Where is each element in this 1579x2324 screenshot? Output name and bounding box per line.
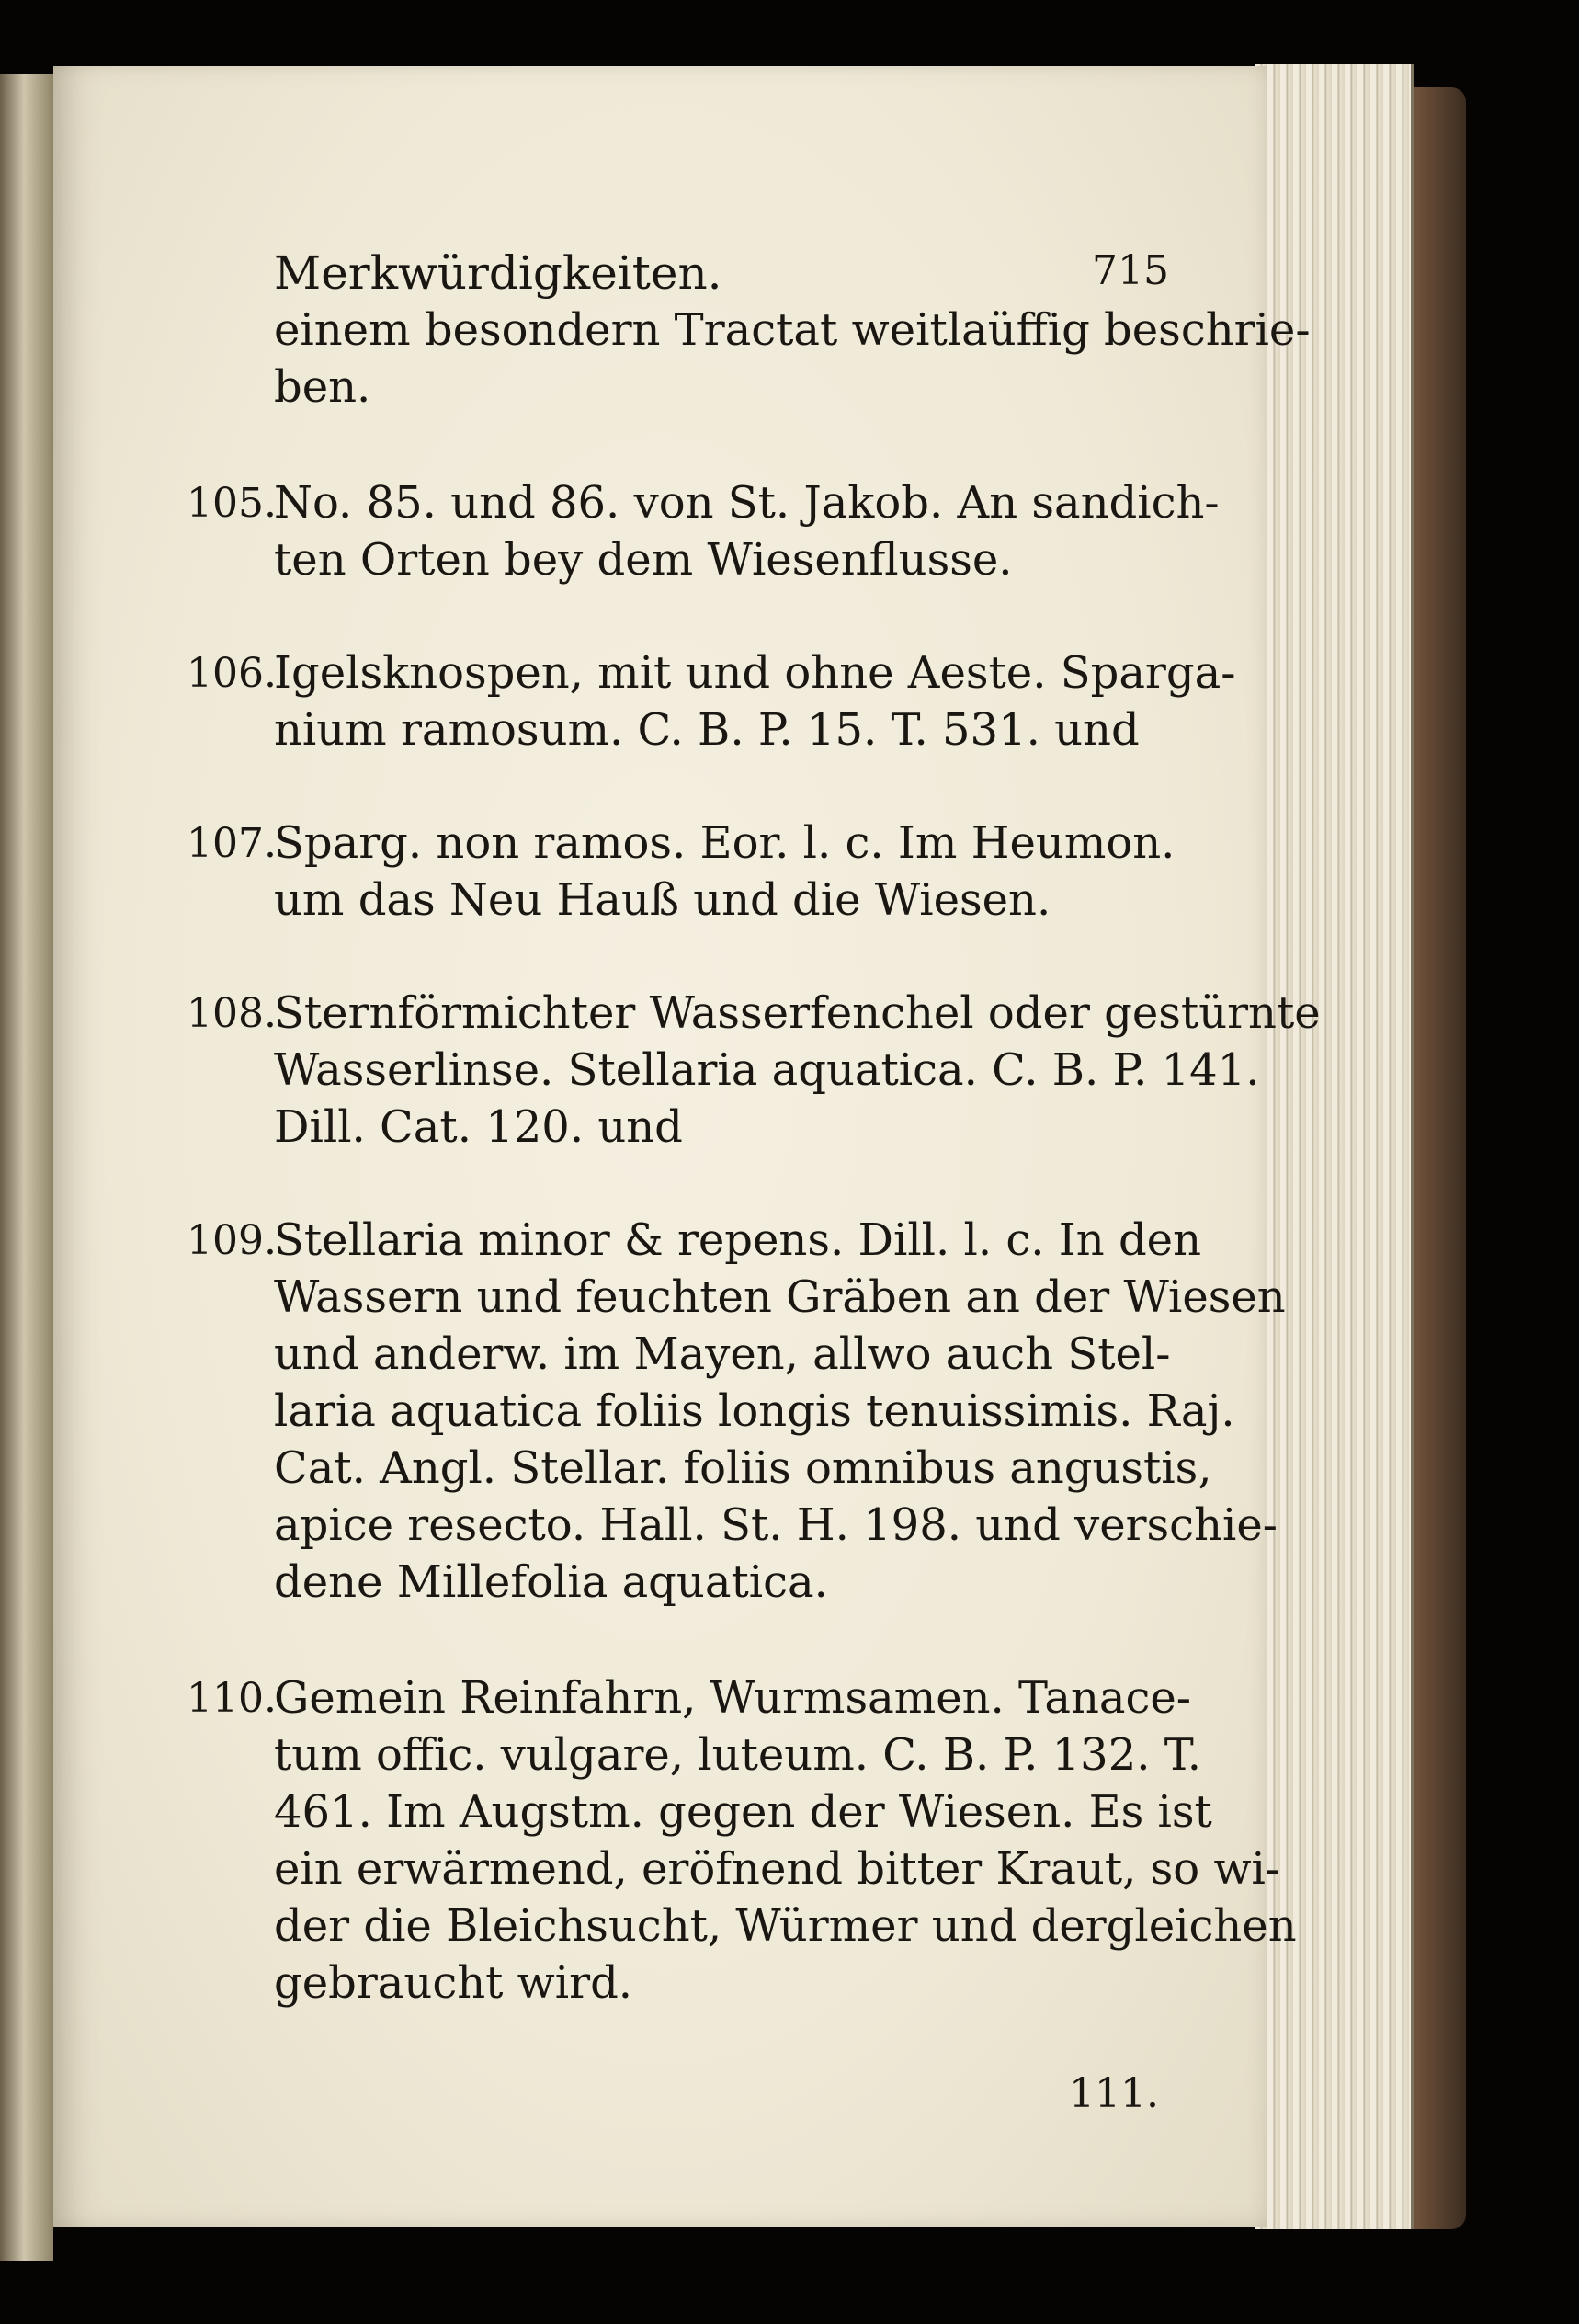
text-line: Stellaria minor & repens. Dill. l. c. In den [274, 1214, 1201, 1266]
text-line: ten Orten bey dem Wiesenflusse. [274, 534, 1013, 586]
entry-number: 108. [187, 990, 277, 1037]
text-line: No. 85. und 86. von St. Jakob. An sandich- [274, 477, 1220, 529]
text-line: Wasserlinse. Stellaria aquatica. C. B. P. 141. [274, 1044, 1260, 1096]
text-line: und anderw. im Mayen, allwo auch Stel- [274, 1328, 1171, 1380]
text-line: ein erwärmend, eröfnend bitter Kraut, so wi- [274, 1843, 1281, 1895]
page-number: 715 [1092, 247, 1169, 294]
text-line: Sternförmichter Wasserfenchel oder gestürnte [274, 987, 1321, 1039]
entry-number: 110. [187, 1675, 277, 1722]
entry-number: 105. [187, 480, 277, 527]
text-line: apice resecto. Hall. St. H. 198. und verschie- [274, 1499, 1278, 1551]
left-page-edge [0, 74, 53, 2261]
text-line: 461. Im Augstm. gegen der Wiesen. Es ist [274, 1786, 1212, 1838]
text-line: dene Millefolia aquatica. [274, 1556, 828, 1608]
text-line: gebraucht wird. [274, 1957, 633, 2009]
catchword: 111. [1069, 2070, 1159, 2117]
book-page [53, 66, 1321, 2227]
text-line: der die Bleichsucht, Würmer und dergleichen [274, 1900, 1297, 1952]
running-head: Merkwürdigkeiten. [274, 246, 722, 300]
text-line: Sparg. non ramos. Eor. l. c. Im Heumon. [274, 817, 1176, 869]
text-line: einem besondern Tractat weitlaüffig beschrie- [274, 304, 1311, 356]
text-line: Igelsknospen, mit und ohne Aeste. Sparga- [274, 647, 1236, 699]
text-line: Gemein Reinfahrn, Wurmsamen. Tanace- [274, 1672, 1191, 1724]
text-line: tum offic. vulgare, luteum. C. B. P. 132. T. [274, 1729, 1201, 1781]
text-line: um das Neu Hauß und die Wiesen. [274, 874, 1051, 926]
text-line: Wassern und feuchten Gräben an der Wiesen [274, 1271, 1286, 1323]
text-line: Cat. Angl. Stellar. foliis omnibus angustis, [274, 1442, 1212, 1494]
text-line: Dill. Cat. 120. und [274, 1101, 683, 1153]
entry-number: 107. [187, 820, 277, 867]
text-line: nium ramosum. C. B. P. 15. T. 531. und [274, 704, 1140, 756]
entry-number: 106. [187, 650, 277, 697]
entry-number: 109. [187, 1217, 277, 1264]
text-line: ben. [274, 361, 371, 413]
text-line: laria aquatica foliis longis tenuissimis. Raj. [274, 1385, 1235, 1437]
